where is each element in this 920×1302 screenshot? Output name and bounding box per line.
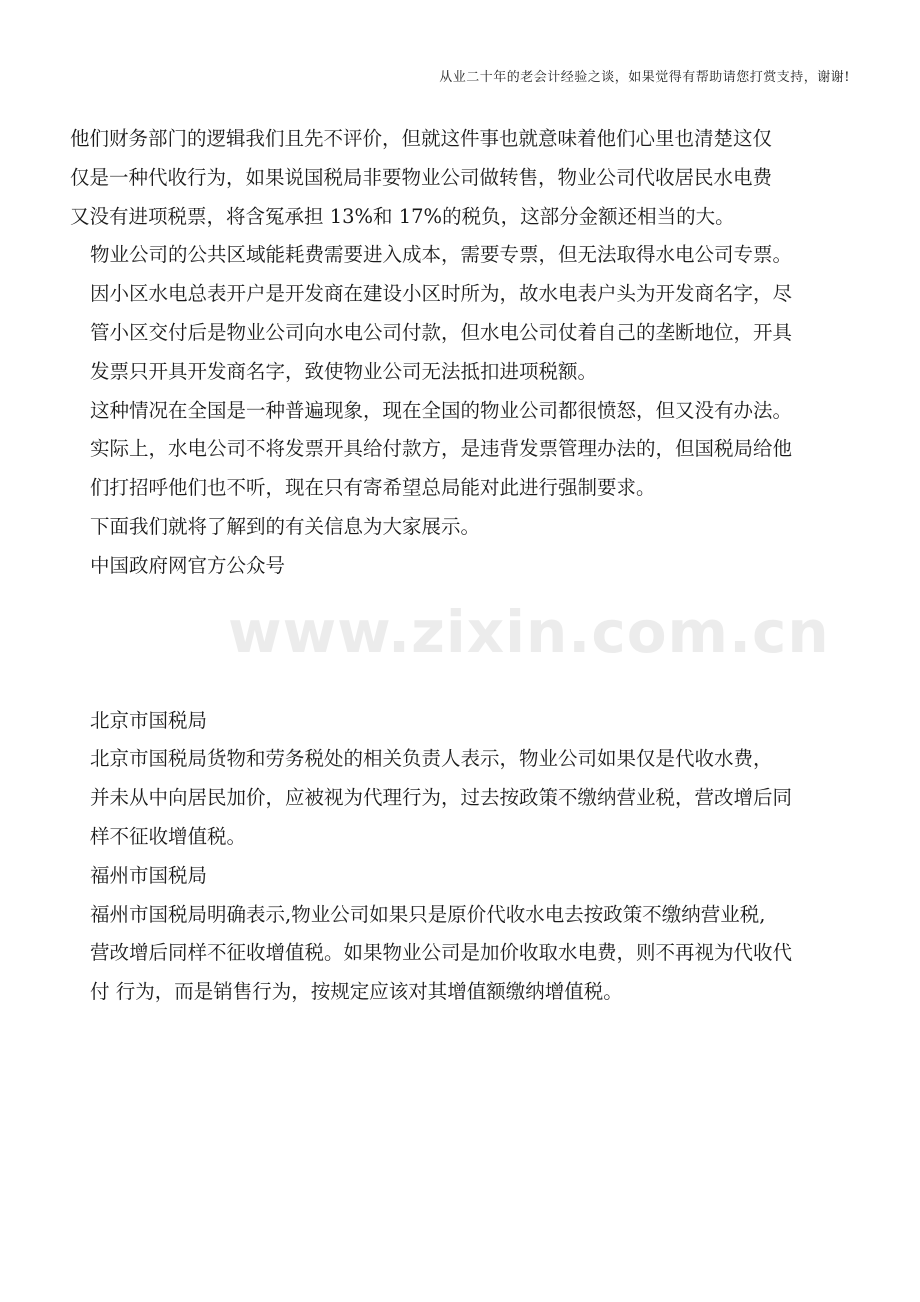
paragraph-beijing-statement: 北京市国税局货物和劳务税处的相关负责人表示，物业公司如果仅是代收水费， 并未从中向居民加价，应被视为代理行为，过去按政策不缴纳营业税，营改增后同 样不征收增值税。 — [90, 747, 793, 848]
image-placeholder-space — [70, 586, 850, 702]
paragraph-public-area-energy: 物业公司的公共区域能耗费需要进入成本，需要专票，但无法取得水电公司专票。 因小区水电总表开户是开发商在建设小区时所为，故水电表户头为开发商名字，尽 管小区交付后是物业公司向水电公司付款，但水电公司仗着自己的垄断地位，开具 发票只开具开发商名字，致使物业公司无法抵扣进项税额。 — [90, 243, 793, 383]
paragraph-nationwide-issue: 这种情况在全国是一种普遍现象，现在全国的物业公司都很愤怒，但又没有办法。 实际上，水电公司不将发票开具给付款方，是违背发票管理办法的，但国税局给他 们打招呼他们也不听，现在只有寄希望总局能对此进行强制要求。 — [90, 398, 793, 500]
section-heading-fuzhou: 福州市国税局 — [90, 863, 208, 887]
watermark: www.zixin.com.cn — [228, 598, 830, 666]
paragraph-fuzhou-statement: 福州市国税局明确表示,物业公司如果只是原价代收水电去按政策不缴纳营业税, 营改增后同样不征收增值税。如果物业公司是加价收取水电费，则不再视为代收代 付 行为，而是销售行为，按规定应该对其增值额缴纳增值税。 — [90, 902, 793, 1004]
document-body — [70, 120, 850, 1012]
paragraph-finance-logic: 他们财务部门的逻辑我们且先不评价，但就这件事也就意味着他们心里也清楚这仅 仅是一种代收行为，如果说国税局非要物业公司做转售，物业公司代收居民水电费 又没有进项税票，将含冤承担 13%和 17%的税负，这部分金额还相当的大。 — [70, 127, 773, 228]
header-note: 从业二十年的老会计经验之谈，如果觉得有帮助请您打赏支持，谢谢! — [439, 70, 850, 85]
paragraph-intro-info: 下面我们就将了解到的有关信息为大家展示。 — [90, 514, 481, 538]
section-heading-beijing: 北京市国税局 — [90, 708, 208, 732]
paragraph-gov-account: 中国政府网官方公众号 — [90, 553, 286, 577]
